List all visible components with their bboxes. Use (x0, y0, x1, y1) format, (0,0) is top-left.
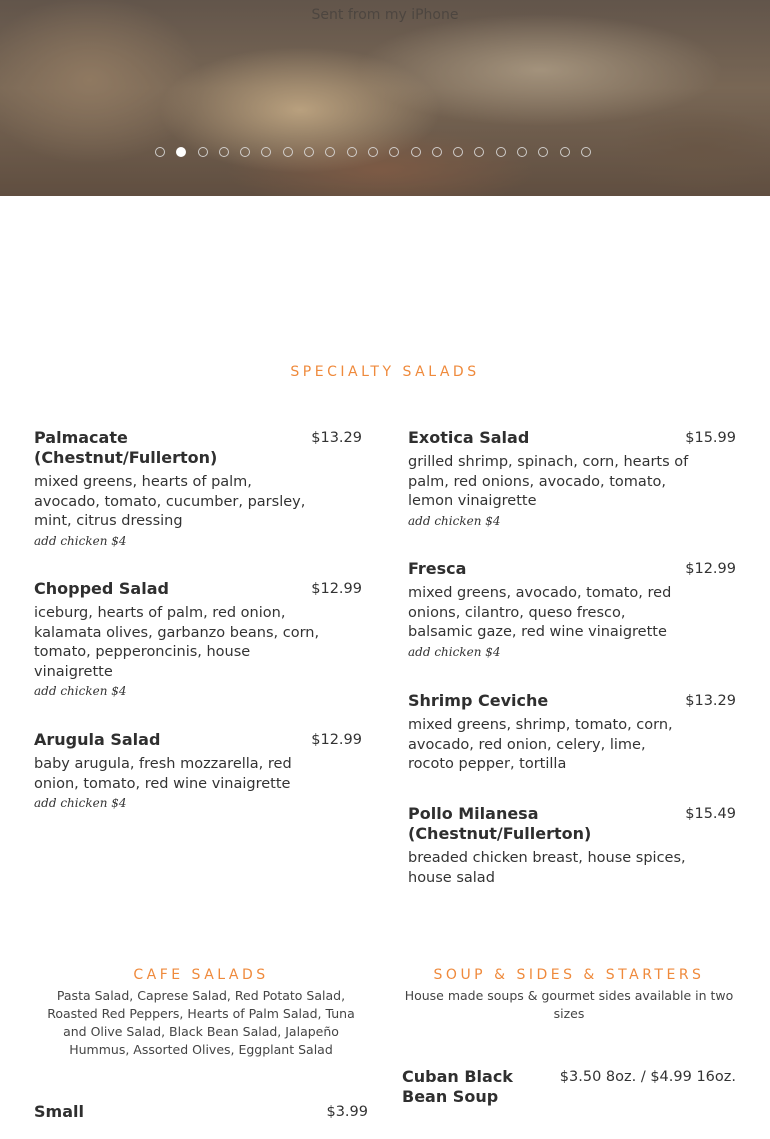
menu-item (408, 691, 736, 775)
slider-dot[interactable] (240, 147, 250, 157)
slider-dot[interactable] (432, 147, 442, 157)
item-name: Chopped Salad (34, 579, 169, 598)
menu-item (408, 559, 736, 661)
item-price: $12.99 (685, 561, 736, 577)
section-title-specialty-salads: SPECIALTY SALADS (290, 364, 480, 380)
slider-dot[interactable] (198, 147, 208, 157)
item-description: grilled shrimp, spinach, corn, hearts of palm, red onions, avocado, tomato, lemon vinaigrette (408, 454, 689, 509)
slider-dot[interactable] (325, 147, 335, 157)
cafe-salads-description: Pasta Salad, Caprese Salad, Red Potato Salad, Roasted Red Peppers, Hearts of Palm Salad, Tuna and Olive Salad, Black Bean Salad, Jalapeño Hummus, Assorted Olives, Eggplant Salad (47, 988, 355, 1057)
item-description: breaded chicken breast, house spices, house salad (408, 850, 686, 886)
slider-dot[interactable] (219, 147, 229, 157)
menu-item (402, 1067, 736, 1107)
item-name: Cuban Black Bean Soup (402, 1067, 513, 1106)
item-price: $12.99 (311, 732, 362, 748)
item-price: $13.29 (311, 430, 362, 446)
item-description: mixed greens, avocado, tomato, red onions, cilantro, queso fresco, balsamic gaze, red wine vinaigrette (408, 585, 672, 640)
item-addon: add chicken $4 (34, 796, 127, 810)
item-addon: add chicken $4 (34, 533, 127, 548)
item-description: mixed greens, hearts of palm, avocado, tomato, cucumber, parsley, mint, citrus dressing (34, 474, 306, 529)
slider-dot[interactable] (389, 147, 399, 157)
menu-item (34, 730, 362, 812)
item-description: iceburg, hearts of palm, red onion, kalamata olives, garbanzo beans, corn, tomato, pepperoncinis, house vinaigrette (34, 605, 320, 680)
item-price: $13.29 (685, 693, 736, 709)
item-name: Exotica Salad (408, 428, 530, 447)
item-addon: add chicken $4 (408, 644, 501, 659)
item-price: $3.99 (326, 1104, 368, 1120)
slider-dot[interactable] (517, 147, 527, 157)
slider-dot[interactable] (155, 147, 165, 157)
slider-dot[interactable] (474, 147, 484, 157)
item-price: $3.50 8oz. / $4.99 16oz. (559, 1069, 736, 1085)
soup-sides-description: House made soups & gourmet sides available in two sizes (404, 988, 734, 1021)
slider-dot[interactable] (411, 147, 421, 157)
item-name: Arugula Salad (34, 730, 161, 749)
slide-caption: Sent from my iPhone (311, 7, 459, 23)
menu-item (34, 1102, 368, 1122)
item-name: Small (34, 1102, 84, 1121)
slider-dot[interactable] (581, 147, 591, 157)
item-addon: add chicken $4 (408, 513, 501, 528)
slider-dot[interactable] (176, 147, 186, 157)
item-addon: add chicken $4 (34, 684, 127, 698)
slider-dot[interactable] (368, 147, 378, 157)
hero-slider[interactable] (0, 0, 770, 196)
slider-dot[interactable] (453, 147, 463, 157)
slider-dot[interactable] (496, 147, 506, 157)
slider-dot[interactable] (347, 147, 357, 157)
menu-item (408, 428, 736, 530)
menu-item (34, 428, 362, 550)
item-price: $15.49 (685, 806, 736, 822)
slider-dot[interactable] (304, 147, 314, 157)
slider-dot[interactable] (283, 147, 293, 157)
section-title-soup-sides-starters: SOUP & SIDES & STARTERS (433, 967, 705, 983)
item-description: baby arugula, fresh mozzarella, red onion, tomato, red wine vinaigrette (34, 756, 292, 792)
item-name: Fresca (408, 559, 467, 578)
item-price: $15.99 (685, 430, 736, 446)
item-price: $12.99 (311, 581, 362, 597)
menu-item (408, 804, 736, 888)
slider-dot[interactable] (261, 147, 271, 157)
slider-dot[interactable] (560, 147, 570, 157)
item-name: Palmacate (Chestnut/Fullerton) (34, 428, 218, 467)
slider-dot[interactable] (538, 147, 548, 157)
item-description: mixed greens, shrimp, tomato, corn, avocado, red onion, celery, lime, rocoto pepper, tortilla (408, 717, 673, 772)
item-name: Shrimp Ceviche (408, 691, 549, 710)
menu-item (34, 579, 362, 700)
slider-pagination (155, 147, 591, 157)
section-title-cafe-salads: CAFE SALADS (133, 967, 269, 983)
item-name: Pollo Milanesa (Chestnut/Fullerton) (408, 804, 592, 843)
